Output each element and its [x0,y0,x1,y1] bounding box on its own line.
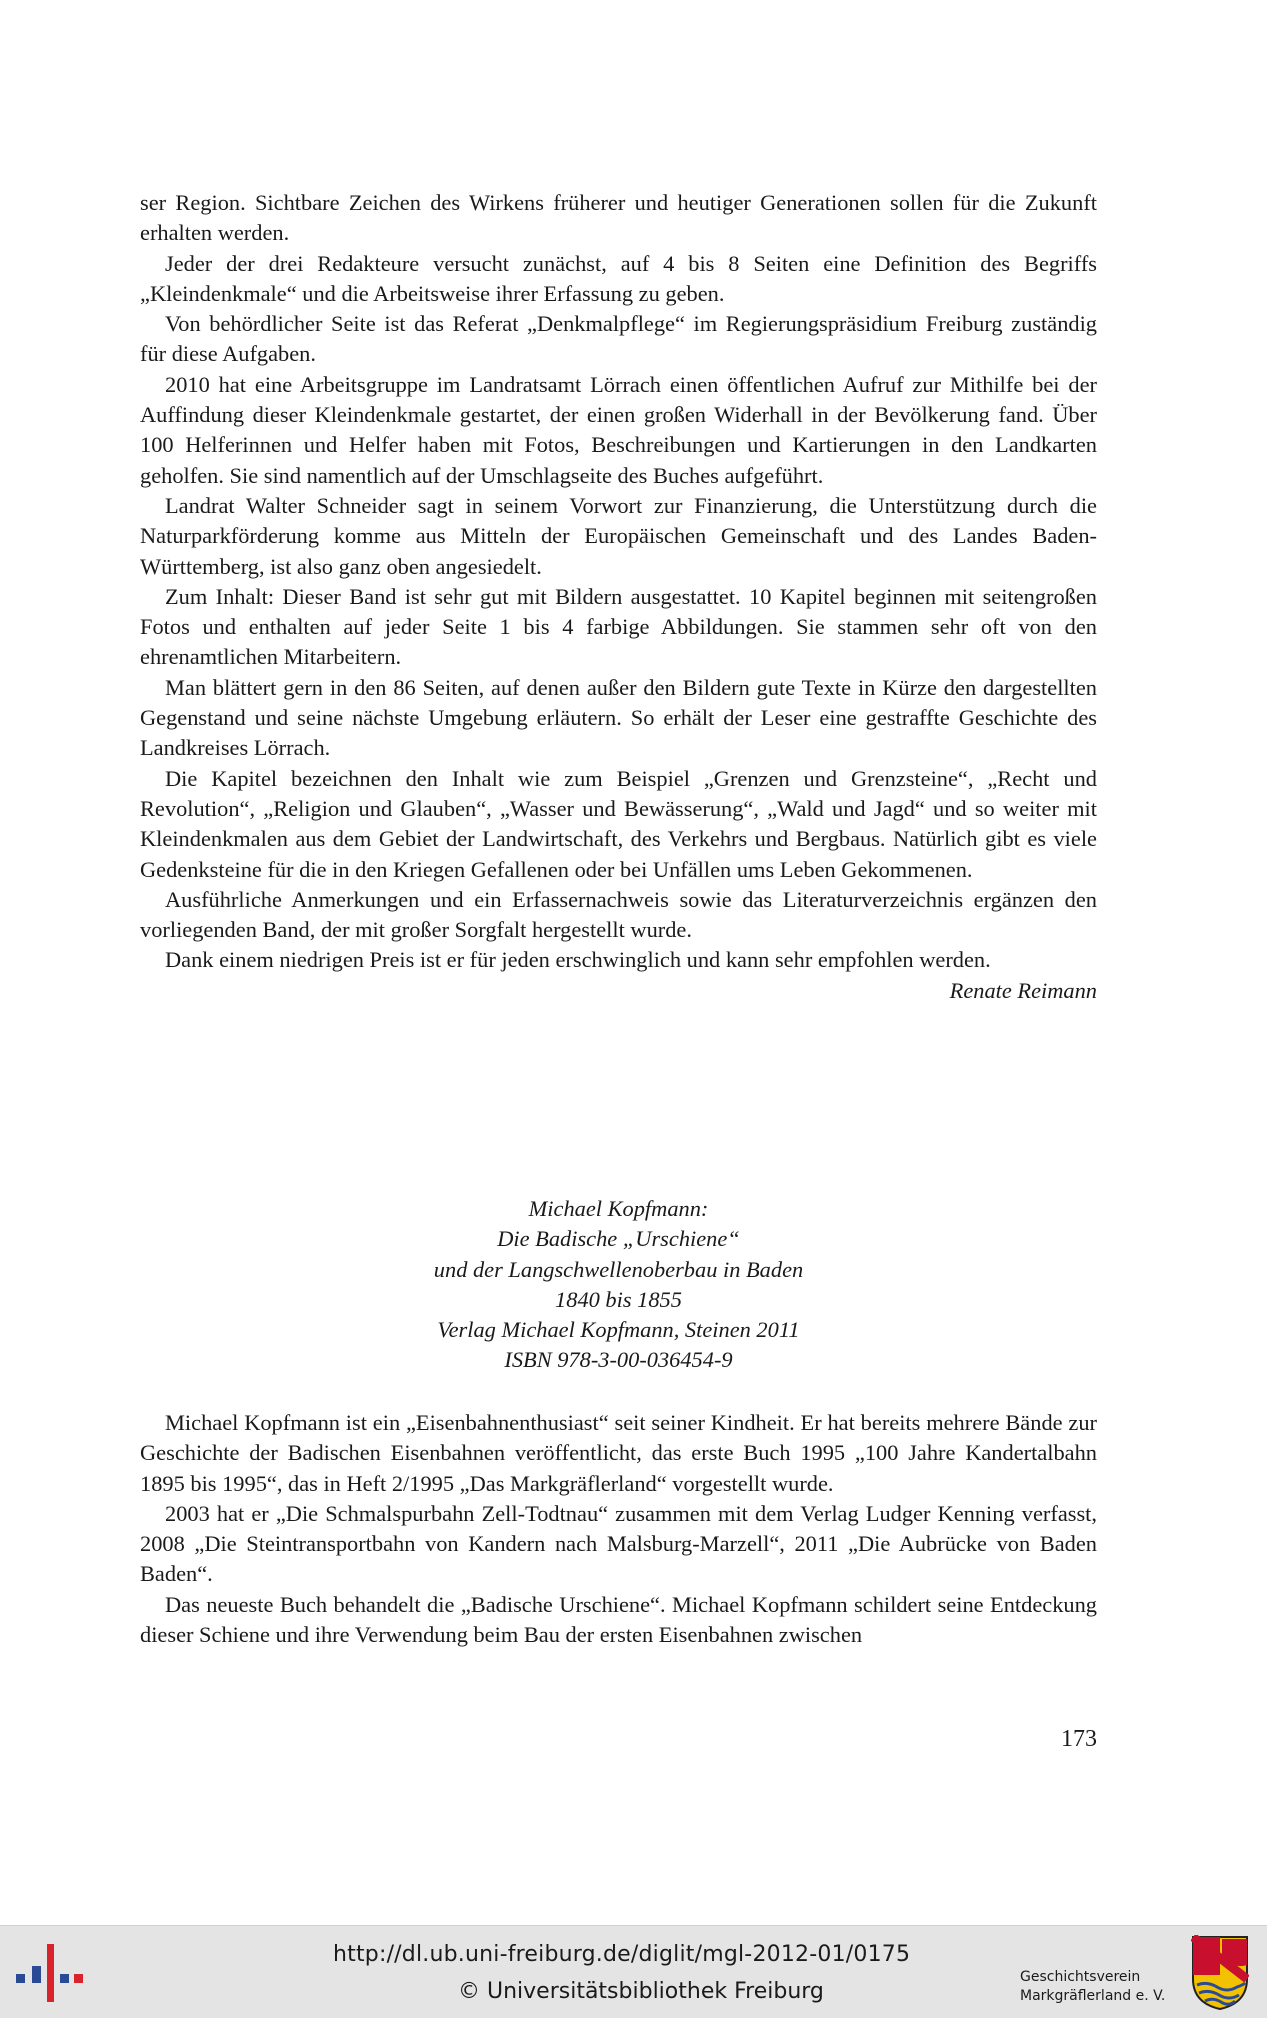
paragraph: Michael Kopfmann ist ein „Eisenbahnenthusiast“ seit seiner Kindheit. Er hat bereits mehrere Bände zur Geschichte der Badischen Eisenbahnen veröffentlicht, das erste Buch 1995 „100 Jahre Kandertalbahn 1895 bis 1995“, das in Heft 2/1995 „Das Markgräflerland“ vorgestellt wurde. [140,1410,1097,1496]
coat-of-arms-icon [1191,1935,1249,2011]
paragraph: ser Region. Sichtbare Zeichen des Wirkens früherer und heutiger Generationen sollen für die Zukunft erhalten werden. [140,190,1097,246]
paragraph: Landrat Walter Schneider sagt in seinem Vorwort zur Finanzierung, die Unterstützung durch die Naturparkförderung komme aus Mitteln der Europäischen Gemeinschaft und des Landes Baden-Württemberg, ist also ganz oben angesiedelt. [140,492,1097,579]
review-text-urschiene [140,1408,1097,1650]
paragraph-text: Dank einem niedrigen Preis ist er für jeden erschwinglich und kann sehr empfohlen werden. [165,947,991,973]
ub-freiburg-logo-icon [14,1938,84,2008]
society-name-line-1: Geschichtsverein [1020,1969,1141,1985]
paragraph: Die Kapitel bezeichnen den Inhalt wie zum Beispiel „Grenzen und Grenzsteine“, „Recht und Revolution“, „Religion und Glauben“, „Wasser und Bewässerung“, „Wald und Jagd“ und so weiter mit Kleindenkmalen aus dem Gebiet der Landwirtschaft, des Verkehrs und Bergbaus. Natürlich gibt es viele Gedenksteine für die in den Kriegen Gefallenen oder bei Unfällen ums Leben Gekommenen. [140,765,1097,882]
source-url-link[interactable]: http://dl.ub.uni-freiburg.de/diglit/mgl-2012-01/0175 [333,1942,911,1967]
book-citation [140,1194,1097,1376]
society-name [1020,1968,1165,2006]
footer-bar [0,1925,1267,2018]
paragraph: 2003 hat er „Die Schmalspurbahn Zell-Todtnau“ zusammen mit dem Verlag Ludger Kenning verfasst, 2008 „Die Steintransportbahn von Kandern nach Malsburg-Marzell“, 2011 „Die Aubrücke von Baden Baden“. [140,1500,1097,1587]
paragraph: 2010 hat eine Arbeitsgruppe im Landratsamt Lörrach einen öffentlichen Aufruf zur Mithilfe bei der Auffindung dieser Kleindenkmale gestartet, der einen großen Widerhall in der Bevölkerung fand. Über 100 Helferinnen und Helfer haben mit Fotos, Beschreibungen und Kartierungen in den Landkarten geholfen. Sie sind namentlich auf der Umschlagseite des Buches aufgeführt. [140,371,1097,488]
paragraph: Zum Inhalt: Dieser Band ist sehr gut mit Bildern ausgestattet. 10 Kapitel beginnen mit seitengroßen Fotos und enthalten auf jeder Seite 1 bis 4 farbige Abbildungen. Sie stammen sehr oft von den ehrenamtlichen Mitarbeitern. [140,583,1097,670]
paragraph-with-signature [140,945,1097,1003]
book-title-line-1: Die Badische „Urschiene“ [497,1226,740,1252]
page-number: 173 [1061,1726,1097,1752]
paragraph: Man blättert gern in den 86 Seiten, auf denen außer den Bildern gute Texte in Kürze den dargestellten Gegenstand und seine nächste Umgebung erläutern. So erhält der Leser eine gestraffte Geschichte des Landkreises Lörrach. [140,674,1097,761]
book-title-line-2: und der Langschwellenoberbau in Baden [433,1256,804,1282]
book-author: Michael Kopfmann: [528,1196,709,1221]
paragraph: Jeder der drei Redakteure versucht zunächst, auf 4 bis 8 Seiten eine Definition des Begriffs „Kleindenkmale“ und die Arbeitsweise ihrer Erfassung zu geben. [140,250,1097,306]
paragraph: Das neueste Buch behandelt die „Badische Urschiene“. Michael Kopfmann schildert seine Entdeckung dieser Schiene und ihre Verwendung beim Bau der ersten Eisenbahnen zwischen [140,1591,1097,1648]
reviewer-signature: Renate Reimann [949,977,1097,1003]
book-publisher: Verlag Michael Kopfmann, Steinen 2011 [437,1317,800,1343]
paragraph: Von behördlicher Seite ist das Referat „Denkmalpflege“ im Regierungspräsidium Freiburg zuständig für diese Aufgaben. [140,311,1097,367]
book-years: 1840 bis 1855 [555,1286,682,1312]
review-text-kleindenkmale [140,188,1097,1006]
paragraph: Ausführliche Anmerkungen und ein Erfassernachweis sowie das Literaturverzeichnis ergänzen den vorliegenden Band, der mit großer Sorgfalt hergestellt wurde. [140,886,1097,943]
society-name-line-2: Markgräflerland e. V. [1020,1988,1166,2004]
copyright-notice: © Universitätsbibliothek Freiburg [458,1979,824,2004]
book-isbn: ISBN 978-3-00-036454-9 [504,1347,733,1373]
